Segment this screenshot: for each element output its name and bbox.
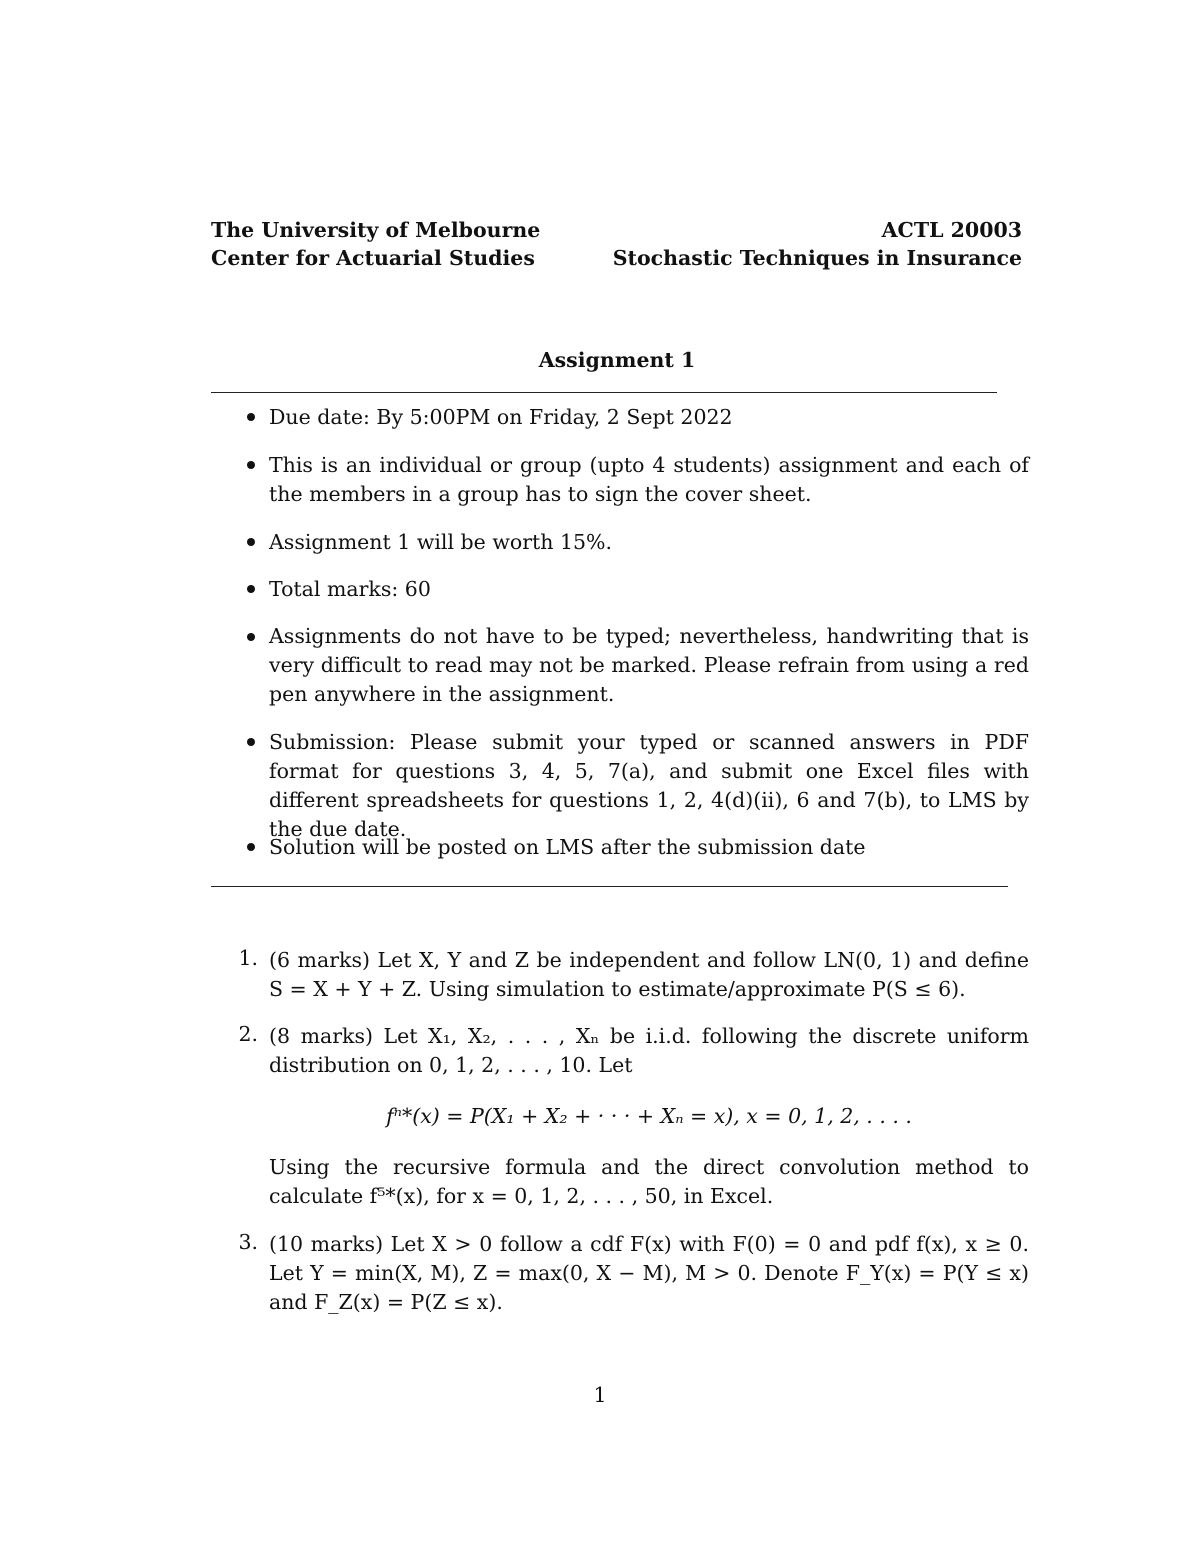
bullet-dot [247,461,255,469]
question-2-equation: fⁿ*(x) = P(X₁ + X₂ + · · · + Xₙ = x), x = 0, 1, 2, . . . . [386,1104,912,1128]
question-number: 1. [238,946,258,970]
bullet-dot [247,843,255,851]
question-number: 3. [238,1230,258,1254]
department-name: Center for Actuarial Studies [211,246,535,270]
bullet-dot [247,738,255,746]
bullet-dot [247,538,255,546]
course-code: ACTL 20003 [881,218,1022,242]
page-number: 1 [593,1383,607,1407]
course-title: Stochastic Techniques in Insurance [612,246,1022,270]
assignment-title: Assignment 1 [538,348,696,372]
bottom-rule [211,886,1008,887]
bullet-dot [247,633,255,641]
university-name: The University of Melbourne [211,218,541,242]
bullet-total-marks: Total marks: 60 [269,577,431,601]
top-rule [211,392,997,393]
bullet-due-date: Due date: By 5:00PM on Friday, 2 Sept 2022 [269,405,733,429]
bullet-submission: Submission: Please submit your typed or scanned answers in PDF format for questions 3, 4, 5, 7(a), and submit one Excel files with different spreadsheets for questions 1, 2, 4(d)(ii), 6 and 7(b), to LMS by the due date. [269,730,1029,841]
bullet-group-info: This is an individual or group (upto 4 students) assignment and each of the members in a group has to sign the cover sheet. [269,453,1029,506]
bullet-worth: Assignment 1 will be worth 15%. [269,530,613,554]
question-2-text: (8 marks) Let X₁, X₂, . . . , Xₙ be i.i.d. following the discrete uniform distribution on 0, 1, 2, . . . , 10. Let [269,1024,1029,1077]
bullet-handwriting: Assignments do not have to be typed; nevertheless, handwriting that is very difficult to read may not be marked. Please refrain from using a red pen anywhere in the assignment. [269,624,1029,706]
question-number: 2. [238,1022,258,1046]
bullet-solution: Solution will be posted on LMS after the submission date [269,835,866,859]
question-3-text: (10 marks) Let X > 0 follow a cdf F(x) with F(0) = 0 and pdf f(x), x ≥ 0. Let Y = min(X, M), Z = max(0, X − M), M > 0. Denote F_Y(x) = P(Y ≤ x) and F_Z(x) = P(Z ≤ x). [269,1232,1029,1314]
bullet-dot [247,585,255,593]
bullet-dot [247,413,255,421]
question-1-text: (6 marks) Let X, Y and Z be independent and follow LN(0, 1) and define S = X + Y + Z. Using simulation to estimate/approximate P(S ≤ 6). [269,948,1029,1001]
question-2-text-after: Using the recursive formula and the direct convolution method to calculate f⁵*(x), for x = 0, 1, 2, . . . , 50, in Excel. [269,1155,1029,1208]
